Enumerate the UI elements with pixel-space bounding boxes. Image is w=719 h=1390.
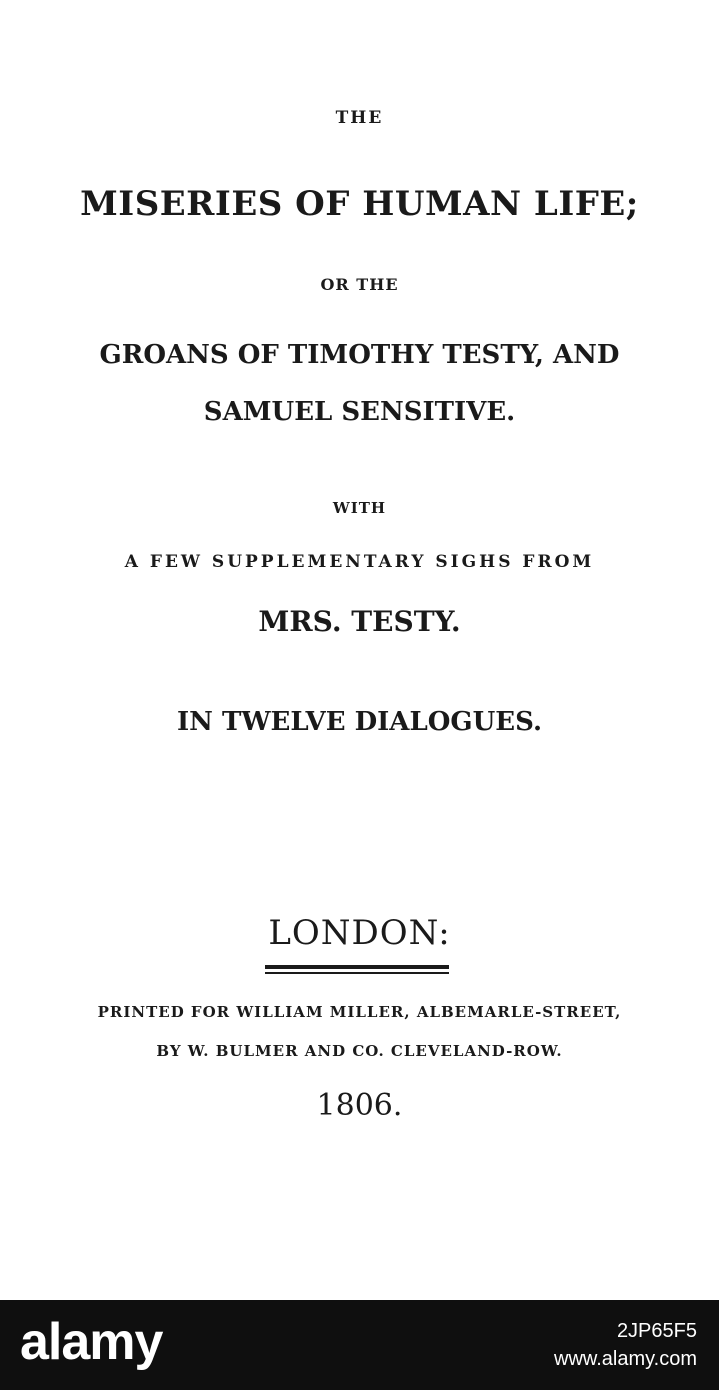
printer-line-2: BY W. BULMER AND CO. CLEVELAND-ROW. <box>156 1042 563 1060</box>
mrs-testy-line: MRS. TESTY. <box>258 605 461 638</box>
with-connector: WITH <box>332 499 387 517</box>
title-article: THE <box>335 108 384 128</box>
publication-year: 1806. <box>316 1088 403 1123</box>
dialogues-line: IN TWELVE DIALOGUES. <box>177 707 542 737</box>
watermark-url: www.alamy.com <box>554 1348 697 1370</box>
alamy-logo: alamy <box>20 1313 163 1371</box>
rule-thin <box>265 972 449 974</box>
imprint-place: LONDON: <box>268 913 451 953</box>
image-id: 2JP65F5 <box>616 1320 697 1342</box>
watermark-bar <box>0 1300 719 1390</box>
printer-line-1: PRINTED FOR WILLIAM MILLER, ALBEMARLE-STREET, <box>97 1003 622 1021</box>
supplement-line: A FEW SUPPLEMENTARY SIGHS FROM <box>124 552 595 572</box>
rule-thick <box>265 965 449 969</box>
title-connector: OR THE <box>320 275 399 294</box>
subtitle-line-2: SAMUEL SENSITIVE. <box>203 397 516 427</box>
double-rule-divider <box>265 965 449 974</box>
subtitle-line-1: GROANS OF TIMOTHY TESTY, AND <box>99 340 620 370</box>
book-title: MISERIES OF HUMAN LIFE; <box>80 184 639 224</box>
